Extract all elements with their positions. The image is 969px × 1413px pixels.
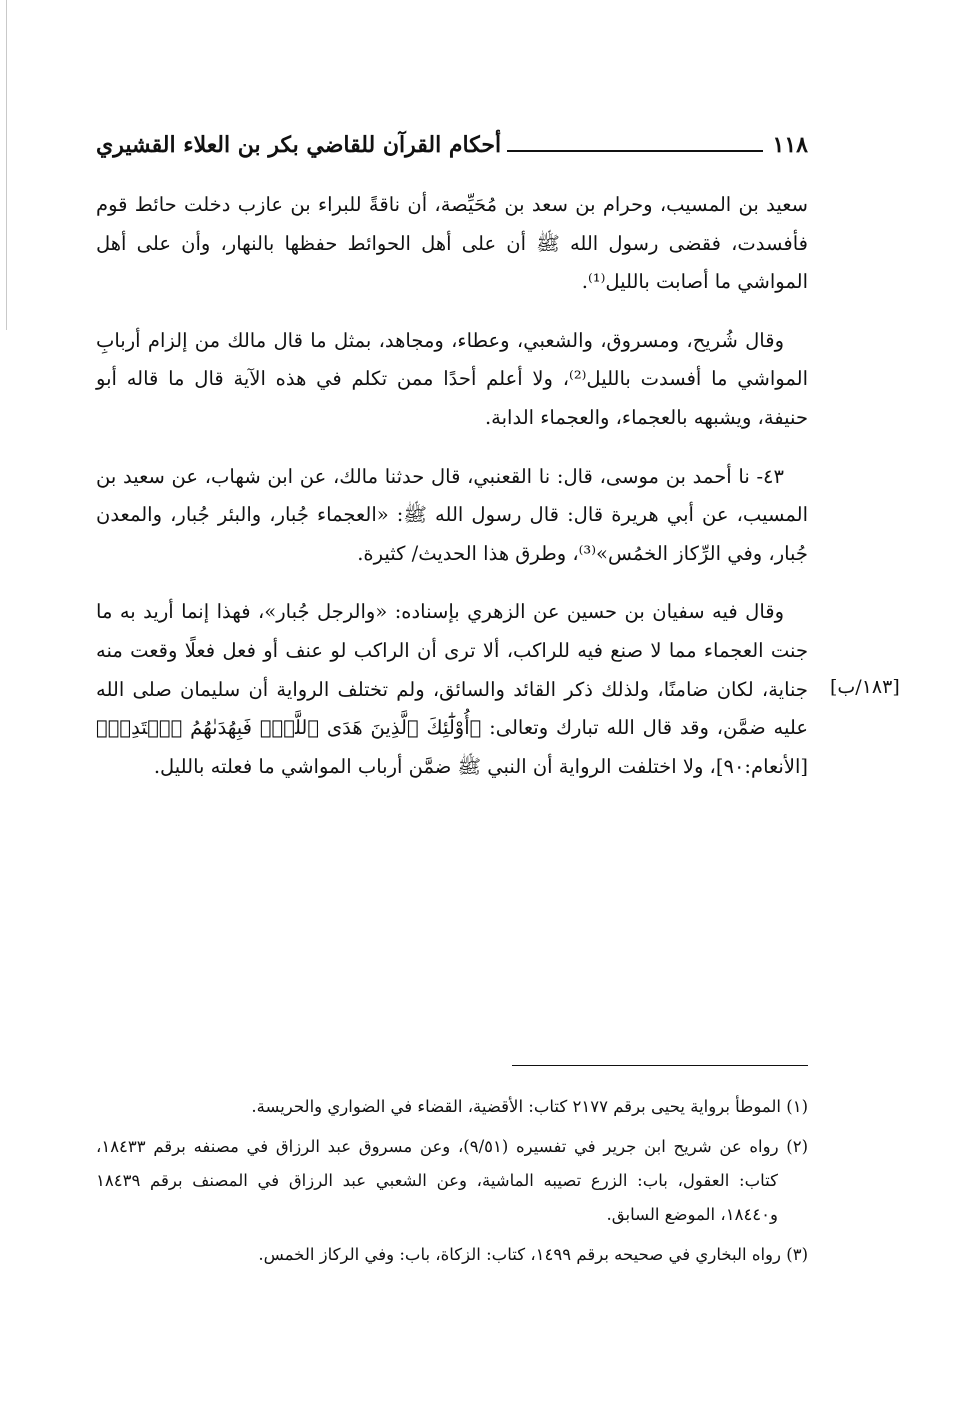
paragraph: سعيد بن المسيب، وحرام بن سعد بن مُحَيِّصة، أن ناقةً للبراء بن عازب دخلت حائط قوم فأفسدت، فقضى رسول الله ﷺ أن على أهل الحوائط حفظها بالنهار، وأن على أهل المواشي ما أصابت بالليل⁽¹⁾.	[96, 193, 808, 294]
footnote: (٢) رواه عن شريح ابن جرير في تفسيره (٩/٥١)، وعن مسروق عبد الرزاق في مصنفه برقم ١٨٤٣٣، كتاب: العقول، باب: الزرع تصيبه الماشية، وعن الشعبي عبد الرزاق في المصنف برقم ١٨٤٣٩ و١٨٤٤٠، الموضع السابق.	[96, 1137, 808, 1224]
running-header	[96, 118, 808, 162]
footnote: (١) الموطأ برواية يحيى برقم ٢١٧٧ كتاب: الأقضية، القضاء في الضواري والحريسة.	[251, 1097, 808, 1116]
paragraph: ٤٣- نا أحمد بن موسى، قال: نا القعنبي، قال حدثنا مالك، عن ابن شهاب، عن سعيد بن المسيب، عن أبي هريرة قال: قال رسول الله ﷺ: «العجماء جُبار، والبئر جُبار، والمعدن جُبار، وفي الرِّكاز الخمُس»⁽³⁾، وطرق هذا الحديث/ كثيرة.	[96, 464, 808, 565]
footnotes	[96, 1090, 808, 1278]
footnote: (٣) رواه البخاري في صحيحه برقم ١٤٩٩، كتاب: الزكاة، باب: وفي الركاز الخمس.	[258, 1245, 808, 1264]
header-rule	[507, 150, 762, 152]
page-number: ١١٨	[772, 132, 808, 158]
manuscript-folio-note: [١٨٣/ب]	[830, 676, 900, 698]
paragraph: وقال شُريح، ومسروق، والشعبي، وعطاء، ومجاهد، بمثل ما قال مالك من إلزام أربابِ المواشي ما أفسدت بالليل⁽²⁾، ولا أعلم أحدًا ممن تكلم في هذه الآية قال ما قاله أبو حنيفة، ويشبهه بالعجماء، والعجماء الدابة.	[96, 328, 808, 429]
paragraph: وقال فيه سفيان بن حسين عن الزهري بإسناده: «والرجل جُبار»، فهذا إنما أريد به ما جنت العجماء مما لا صنع فيه للراكب، ألا ترى أن الراكب لو عنف أو فعل فعلًا وقعت منه جناية، لكان ضامنًا، ولذلك ذكر القائد والسائق، ولم تختلف الرواية أن سليمان صلى الله عليه ضمَّن، وقد قال الله تبارك وتعالى: ﴿أُوْلَٰٓئِكَ ٱلَّذِينَ هَدَى ٱللَّهُۖ فَبِهُدَىٰهُمُ ٱقۡتَدِهۡ﴾ [الأنعام:٩٠]، ولا اختلفت الرواية أن النبي ﷺ ضمَّن أرباب المواشي ما فعلته بالليل.	[96, 600, 808, 778]
main-text	[96, 186, 808, 806]
footnote-separator	[512, 1065, 808, 1066]
scan-margin-line	[6, 0, 7, 330]
book-title: أحكام القرآن للقاضي بكر بن العلاء القشيري	[96, 132, 502, 158]
